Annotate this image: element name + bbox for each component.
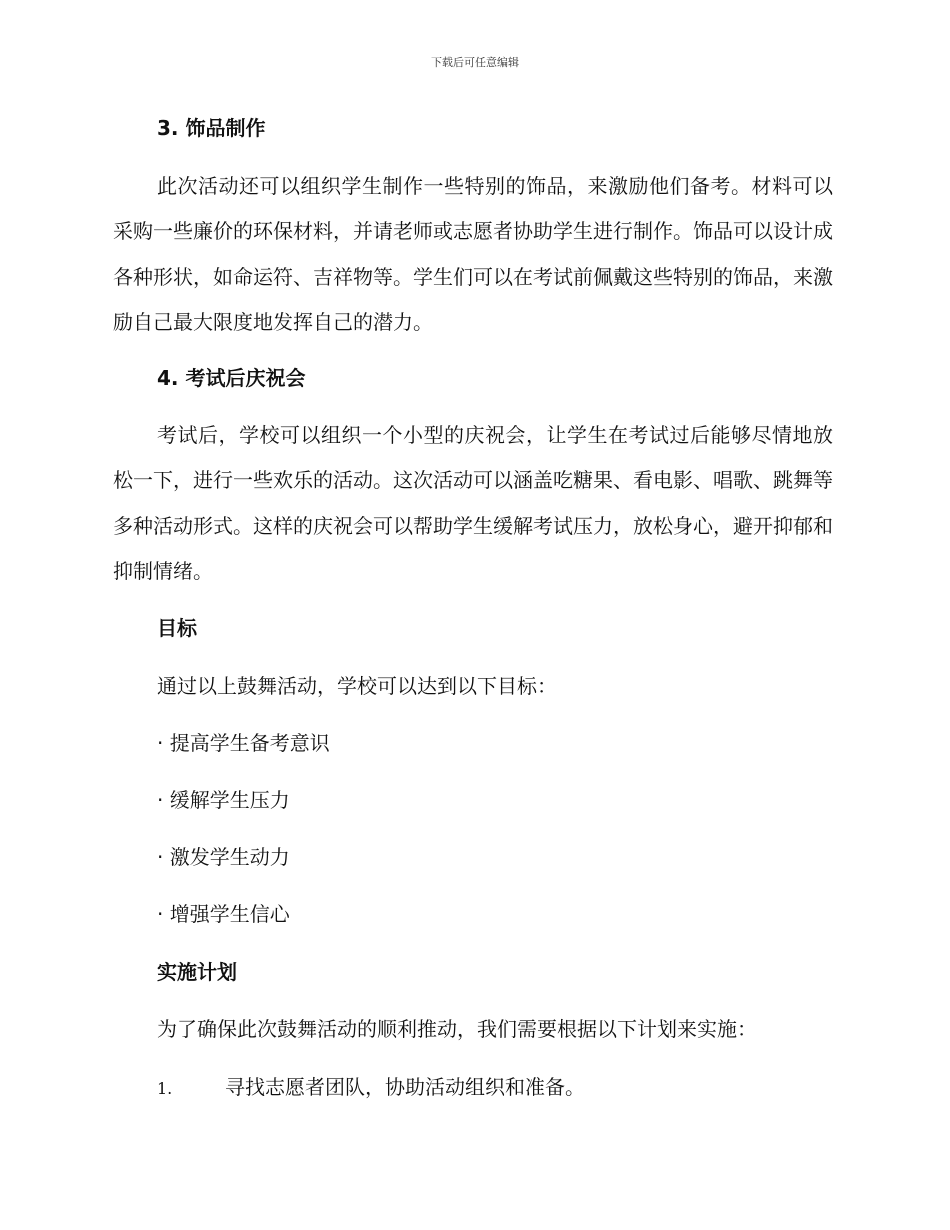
goal-item: · 增强学生信心	[157, 902, 290, 926]
plan-item-text: 寻找志愿者团队，协助活动组织和准备。	[225, 1075, 585, 1099]
plan-intro: 为了确保此次鼓舞活动的顺利推动，我们需要根据以下计划来实施：	[157, 1017, 757, 1041]
section-4-heading: 4. 考试后庆祝会	[157, 366, 306, 390]
section-3-paragraph: 此次活动还可以组织学生制作一些特别的饰品，来激励他们备考。材料可以采购一些廉价的环保材料，并请老师或志愿者协助学生进行制作。饰品可以设计成各种形状，如命运符、吉祥物等。学生们可以在考试前佩戴这些特别的饰品，来激励自己最大限度地发挥自己的潜力。	[113, 174, 833, 334]
section-3-heading: 3. 饰品制作	[157, 116, 266, 140]
page-header: 下载后可任意编辑	[431, 56, 519, 69]
goals-heading: 目标	[157, 616, 197, 640]
plan-list-item	[157, 1073, 585, 1103]
goal-item: · 激发学生动力	[157, 845, 290, 869]
goal-item: · 提高学生备考意识	[157, 731, 330, 755]
plan-heading: 实施计划	[157, 960, 237, 984]
section-4-paragraph: 考试后，学校可以组织一个小型的庆祝会，让学生在考试过后能够尽情地放松一下，进行一些欢乐的活动。这次活动可以涵盖吃糖果、看电影、唱歌、跳舞等多种活动形式。这样的庆祝会可以帮助学生缓解考试压力，放松身心，避开抑郁和抑制情绪。	[113, 423, 833, 583]
goals-intro: 通过以上鼓舞活动，学校可以达到以下目标：	[157, 674, 557, 698]
plan-item-number: 1.	[157, 1079, 173, 1098]
goal-item: · 缓解学生压力	[157, 788, 290, 812]
